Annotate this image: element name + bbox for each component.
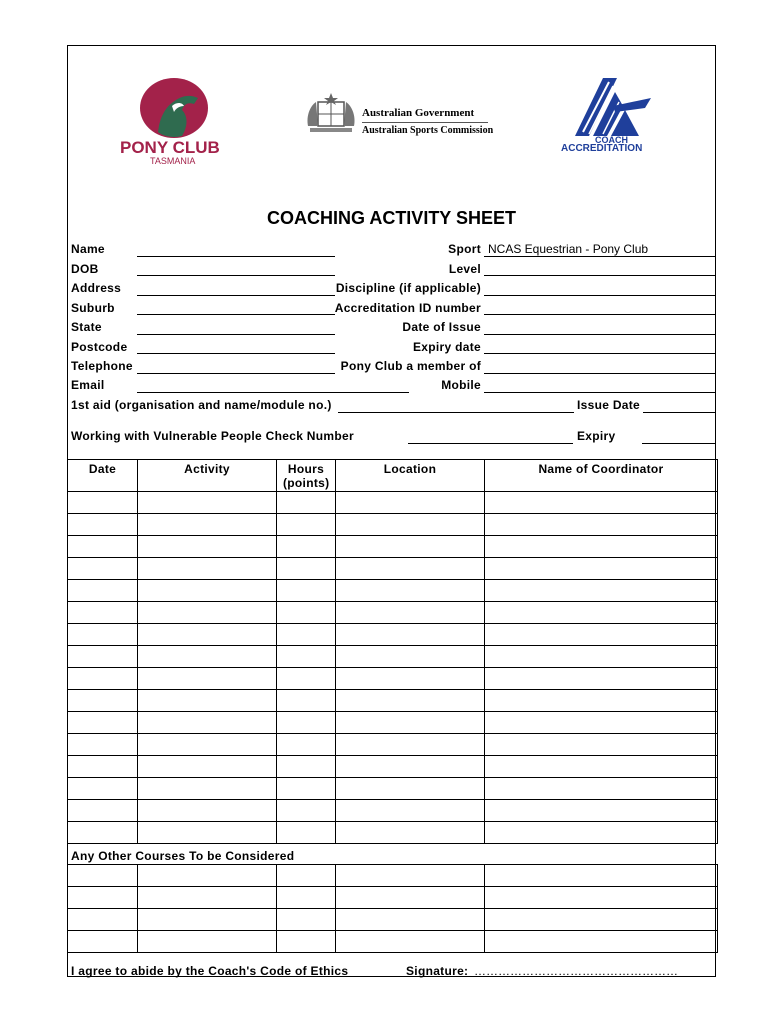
expiry-date-label: Expiry date — [413, 340, 481, 354]
table-cell[interactable] — [68, 624, 138, 646]
table-cell[interactable] — [277, 822, 336, 844]
table-cell[interactable] — [68, 580, 138, 602]
other-course-cell[interactable] — [485, 909, 718, 931]
table-cell[interactable] — [277, 712, 336, 734]
table-cell[interactable] — [138, 536, 277, 558]
other-course-row — [68, 909, 718, 931]
table-cell[interactable] — [336, 558, 485, 580]
other-course-cell[interactable] — [336, 931, 485, 953]
suburb-label: Suburb — [71, 301, 115, 315]
table-cell[interactable] — [138, 734, 277, 756]
other-course-cell[interactable] — [336, 865, 485, 887]
table-cell[interactable] — [336, 822, 485, 844]
table-cell[interactable] — [336, 580, 485, 602]
table-cell[interactable] — [485, 668, 718, 690]
telephone-field[interactable] — [137, 373, 335, 374]
table-row — [68, 734, 718, 756]
accreditation-id-label: Accreditation ID number — [334, 301, 481, 315]
table-cell[interactable] — [68, 712, 138, 734]
header-hours: Hours (points) — [277, 460, 336, 492]
first-aid-field[interactable] — [338, 412, 574, 413]
table-row — [68, 558, 718, 580]
pony-club-logo-icon — [138, 76, 213, 141]
table-cell[interactable] — [277, 536, 336, 558]
expiry-field[interactable] — [642, 443, 716, 444]
table-header-row — [68, 460, 718, 492]
table-cell[interactable] — [277, 668, 336, 690]
sport-value: NCAS Equestrian - Pony Club — [488, 242, 649, 256]
table-cell[interactable] — [336, 536, 485, 558]
table-cell[interactable] — [485, 602, 718, 624]
table-cell[interactable] — [336, 602, 485, 624]
header-date: Date — [68, 460, 138, 492]
coach-accreditation-logo-icon — [573, 76, 653, 138]
email-label: Email — [71, 378, 105, 392]
table-row — [68, 514, 718, 536]
table-cell[interactable] — [68, 646, 138, 668]
issue-date-field[interactable] — [643, 412, 716, 413]
sport-field[interactable] — [484, 256, 716, 257]
table-cell[interactable] — [277, 734, 336, 756]
table-cell[interactable] — [68, 602, 138, 624]
header-location: Location — [336, 460, 485, 492]
table-row — [68, 690, 718, 712]
pony-club-name: PONY CLUB — [120, 138, 220, 157]
pony-club-region: TASMANIA — [150, 156, 196, 166]
other-course-cell[interactable] — [138, 887, 277, 909]
other-course-cell[interactable] — [138, 909, 277, 931]
accreditation-id-field[interactable] — [484, 314, 716, 315]
other-course-cell[interactable] — [336, 909, 485, 931]
other-courses-table — [67, 864, 718, 953]
other-course-cell[interactable] — [336, 887, 485, 909]
other-course-cell[interactable] — [138, 931, 277, 953]
table-cell[interactable] — [485, 712, 718, 734]
other-course-cell[interactable] — [138, 865, 277, 887]
table-cell[interactable] — [336, 778, 485, 800]
table-cell[interactable] — [277, 756, 336, 778]
table-row — [68, 492, 718, 514]
telephone-label: Telephone — [71, 359, 133, 373]
postcode-field[interactable] — [137, 353, 335, 354]
table-cell[interactable] — [68, 492, 138, 514]
name-field[interactable] — [137, 256, 335, 257]
table-cell[interactable] — [485, 492, 718, 514]
table-cell[interactable] — [277, 514, 336, 536]
expiry-label: Expiry — [577, 429, 616, 443]
table-row — [68, 822, 718, 844]
table-row — [68, 778, 718, 800]
other-course-row — [68, 887, 718, 909]
table-cell[interactable] — [485, 690, 718, 712]
table-cell[interactable] — [336, 800, 485, 822]
other-course-cell[interactable] — [277, 865, 336, 887]
dob-label: DOB — [71, 262, 99, 276]
table-row — [68, 624, 718, 646]
postcode-label: Postcode — [71, 340, 128, 354]
other-course-cell[interactable] — [485, 931, 718, 953]
table-row — [68, 756, 718, 778]
table-cell[interactable] — [485, 756, 718, 778]
table-cell[interactable] — [68, 756, 138, 778]
table-cell[interactable] — [138, 668, 277, 690]
table-cell[interactable] — [485, 734, 718, 756]
signature-field[interactable]: …………………………………………… — [474, 964, 678, 978]
table-cell[interactable] — [336, 690, 485, 712]
government-line1: Australian Government — [362, 107, 475, 119]
date-of-issue-label: Date of Issue — [402, 320, 481, 334]
expiry-date-field[interactable] — [484, 353, 716, 354]
discipline-field[interactable] — [484, 295, 716, 296]
wwvp-label: Working with Vulnerable People Check Number — [71, 429, 354, 443]
government-line2: Australian Sports Commission — [362, 125, 494, 136]
coach-line2: ACCREDITATION — [561, 143, 643, 154]
table-cell[interactable] — [485, 778, 718, 800]
table-row — [68, 602, 718, 624]
government-divider — [362, 122, 488, 123]
table-cell[interactable] — [277, 580, 336, 602]
mobile-field[interactable] — [484, 392, 716, 393]
table-row — [68, 580, 718, 602]
other-course-cell[interactable] — [68, 865, 138, 887]
discipline-label: Discipline (if applicable) — [335, 281, 481, 295]
table-cell[interactable] — [68, 514, 138, 536]
activity-sheet — [67, 45, 716, 977]
table-cell[interactable] — [138, 514, 277, 536]
level-label: Level — [448, 262, 481, 276]
table-cell[interactable] — [277, 492, 336, 514]
table-cell[interactable] — [277, 624, 336, 646]
dob-field[interactable] — [137, 275, 335, 276]
table-cell[interactable] — [336, 712, 485, 734]
member-of-field[interactable] — [484, 373, 716, 374]
table-cell[interactable] — [336, 646, 485, 668]
other-course-cell[interactable] — [277, 931, 336, 953]
page-title: COACHING ACTIVITY SHEET — [266, 208, 517, 228]
table-cell[interactable] — [68, 668, 138, 690]
table-cell[interactable] — [138, 778, 277, 800]
activity-table — [67, 459, 718, 844]
code-of-ethics-agreement: I agree to abide by the Coach's Code of Ethics — [71, 964, 349, 978]
table-row — [68, 668, 718, 690]
table-cell[interactable] — [138, 580, 277, 602]
other-course-row — [68, 865, 718, 887]
state-label: State — [71, 320, 102, 334]
table-cell[interactable] — [277, 690, 336, 712]
other-course-cell[interactable] — [68, 931, 138, 953]
table-cell[interactable] — [336, 734, 485, 756]
table-cell[interactable] — [336, 668, 485, 690]
table-cell[interactable] — [485, 558, 718, 580]
table-cell[interactable] — [485, 624, 718, 646]
table-cell[interactable] — [336, 492, 485, 514]
table-row — [68, 800, 718, 822]
date-of-issue-field[interactable] — [484, 334, 716, 335]
table-cell[interactable] — [138, 602, 277, 624]
table-cell[interactable] — [485, 580, 718, 602]
other-course-cell[interactable] — [68, 909, 138, 931]
issue-date-label: Issue Date — [577, 398, 641, 412]
table-row — [68, 536, 718, 558]
other-course-row — [68, 931, 718, 953]
table-cell[interactable] — [138, 822, 277, 844]
table-cell[interactable] — [277, 800, 336, 822]
table-cell[interactable] — [138, 558, 277, 580]
mobile-label: Mobile — [441, 378, 481, 392]
table-cell[interactable] — [68, 558, 138, 580]
table-cell[interactable] — [336, 514, 485, 536]
table-cell[interactable] — [336, 624, 485, 646]
table-cell[interactable] — [68, 800, 138, 822]
table-cell[interactable] — [138, 624, 277, 646]
table-cell[interactable] — [68, 734, 138, 756]
first-aid-label: 1st aid (organisation and name/module no.) — [71, 398, 332, 412]
other-course-cell[interactable] — [277, 887, 336, 909]
email-field[interactable] — [137, 392, 409, 393]
name-label: Name — [71, 242, 105, 256]
wwvp-field[interactable] — [408, 443, 573, 444]
table-cell[interactable] — [138, 756, 277, 778]
table-cell[interactable] — [138, 712, 277, 734]
government-crest-icon — [304, 92, 358, 138]
coach-line1: COACH — [595, 135, 628, 145]
table-cell[interactable] — [277, 558, 336, 580]
other-courses-label: Any Other Courses To be Considered — [71, 849, 295, 863]
other-course-cell[interactable] — [277, 909, 336, 931]
state-field[interactable] — [137, 334, 335, 335]
table-cell[interactable] — [277, 602, 336, 624]
table-cell[interactable] — [138, 800, 277, 822]
header-activity: Activity — [138, 460, 277, 492]
table-cell[interactable] — [485, 536, 718, 558]
table-cell[interactable] — [277, 778, 336, 800]
header-coordinator: Name of Coordinator — [485, 460, 718, 492]
table-cell[interactable] — [138, 690, 277, 712]
table-cell[interactable] — [336, 756, 485, 778]
other-course-cell[interactable] — [485, 887, 718, 909]
table-row — [68, 646, 718, 668]
table-cell[interactable] — [138, 492, 277, 514]
other-course-cell[interactable] — [485, 865, 718, 887]
member-of-label: Pony Club a member of — [340, 359, 481, 373]
address-field[interactable] — [137, 295, 335, 296]
level-field[interactable] — [484, 275, 716, 276]
table-cell[interactable] — [485, 800, 718, 822]
table-cell[interactable] — [138, 646, 277, 668]
table-cell[interactable] — [68, 690, 138, 712]
table-cell[interactable] — [485, 822, 718, 844]
signature-label: Signature: — [406, 964, 469, 978]
table-cell[interactable] — [68, 822, 138, 844]
table-cell[interactable] — [485, 514, 718, 536]
sport-label: Sport — [448, 242, 481, 256]
table-cell[interactable] — [68, 778, 138, 800]
table-row — [68, 712, 718, 734]
table-cell[interactable] — [485, 646, 718, 668]
table-cell[interactable] — [277, 646, 336, 668]
table-cell[interactable] — [68, 536, 138, 558]
address-label: Address — [71, 281, 122, 295]
other-course-cell[interactable] — [68, 887, 138, 909]
suburb-field[interactable] — [137, 314, 335, 315]
